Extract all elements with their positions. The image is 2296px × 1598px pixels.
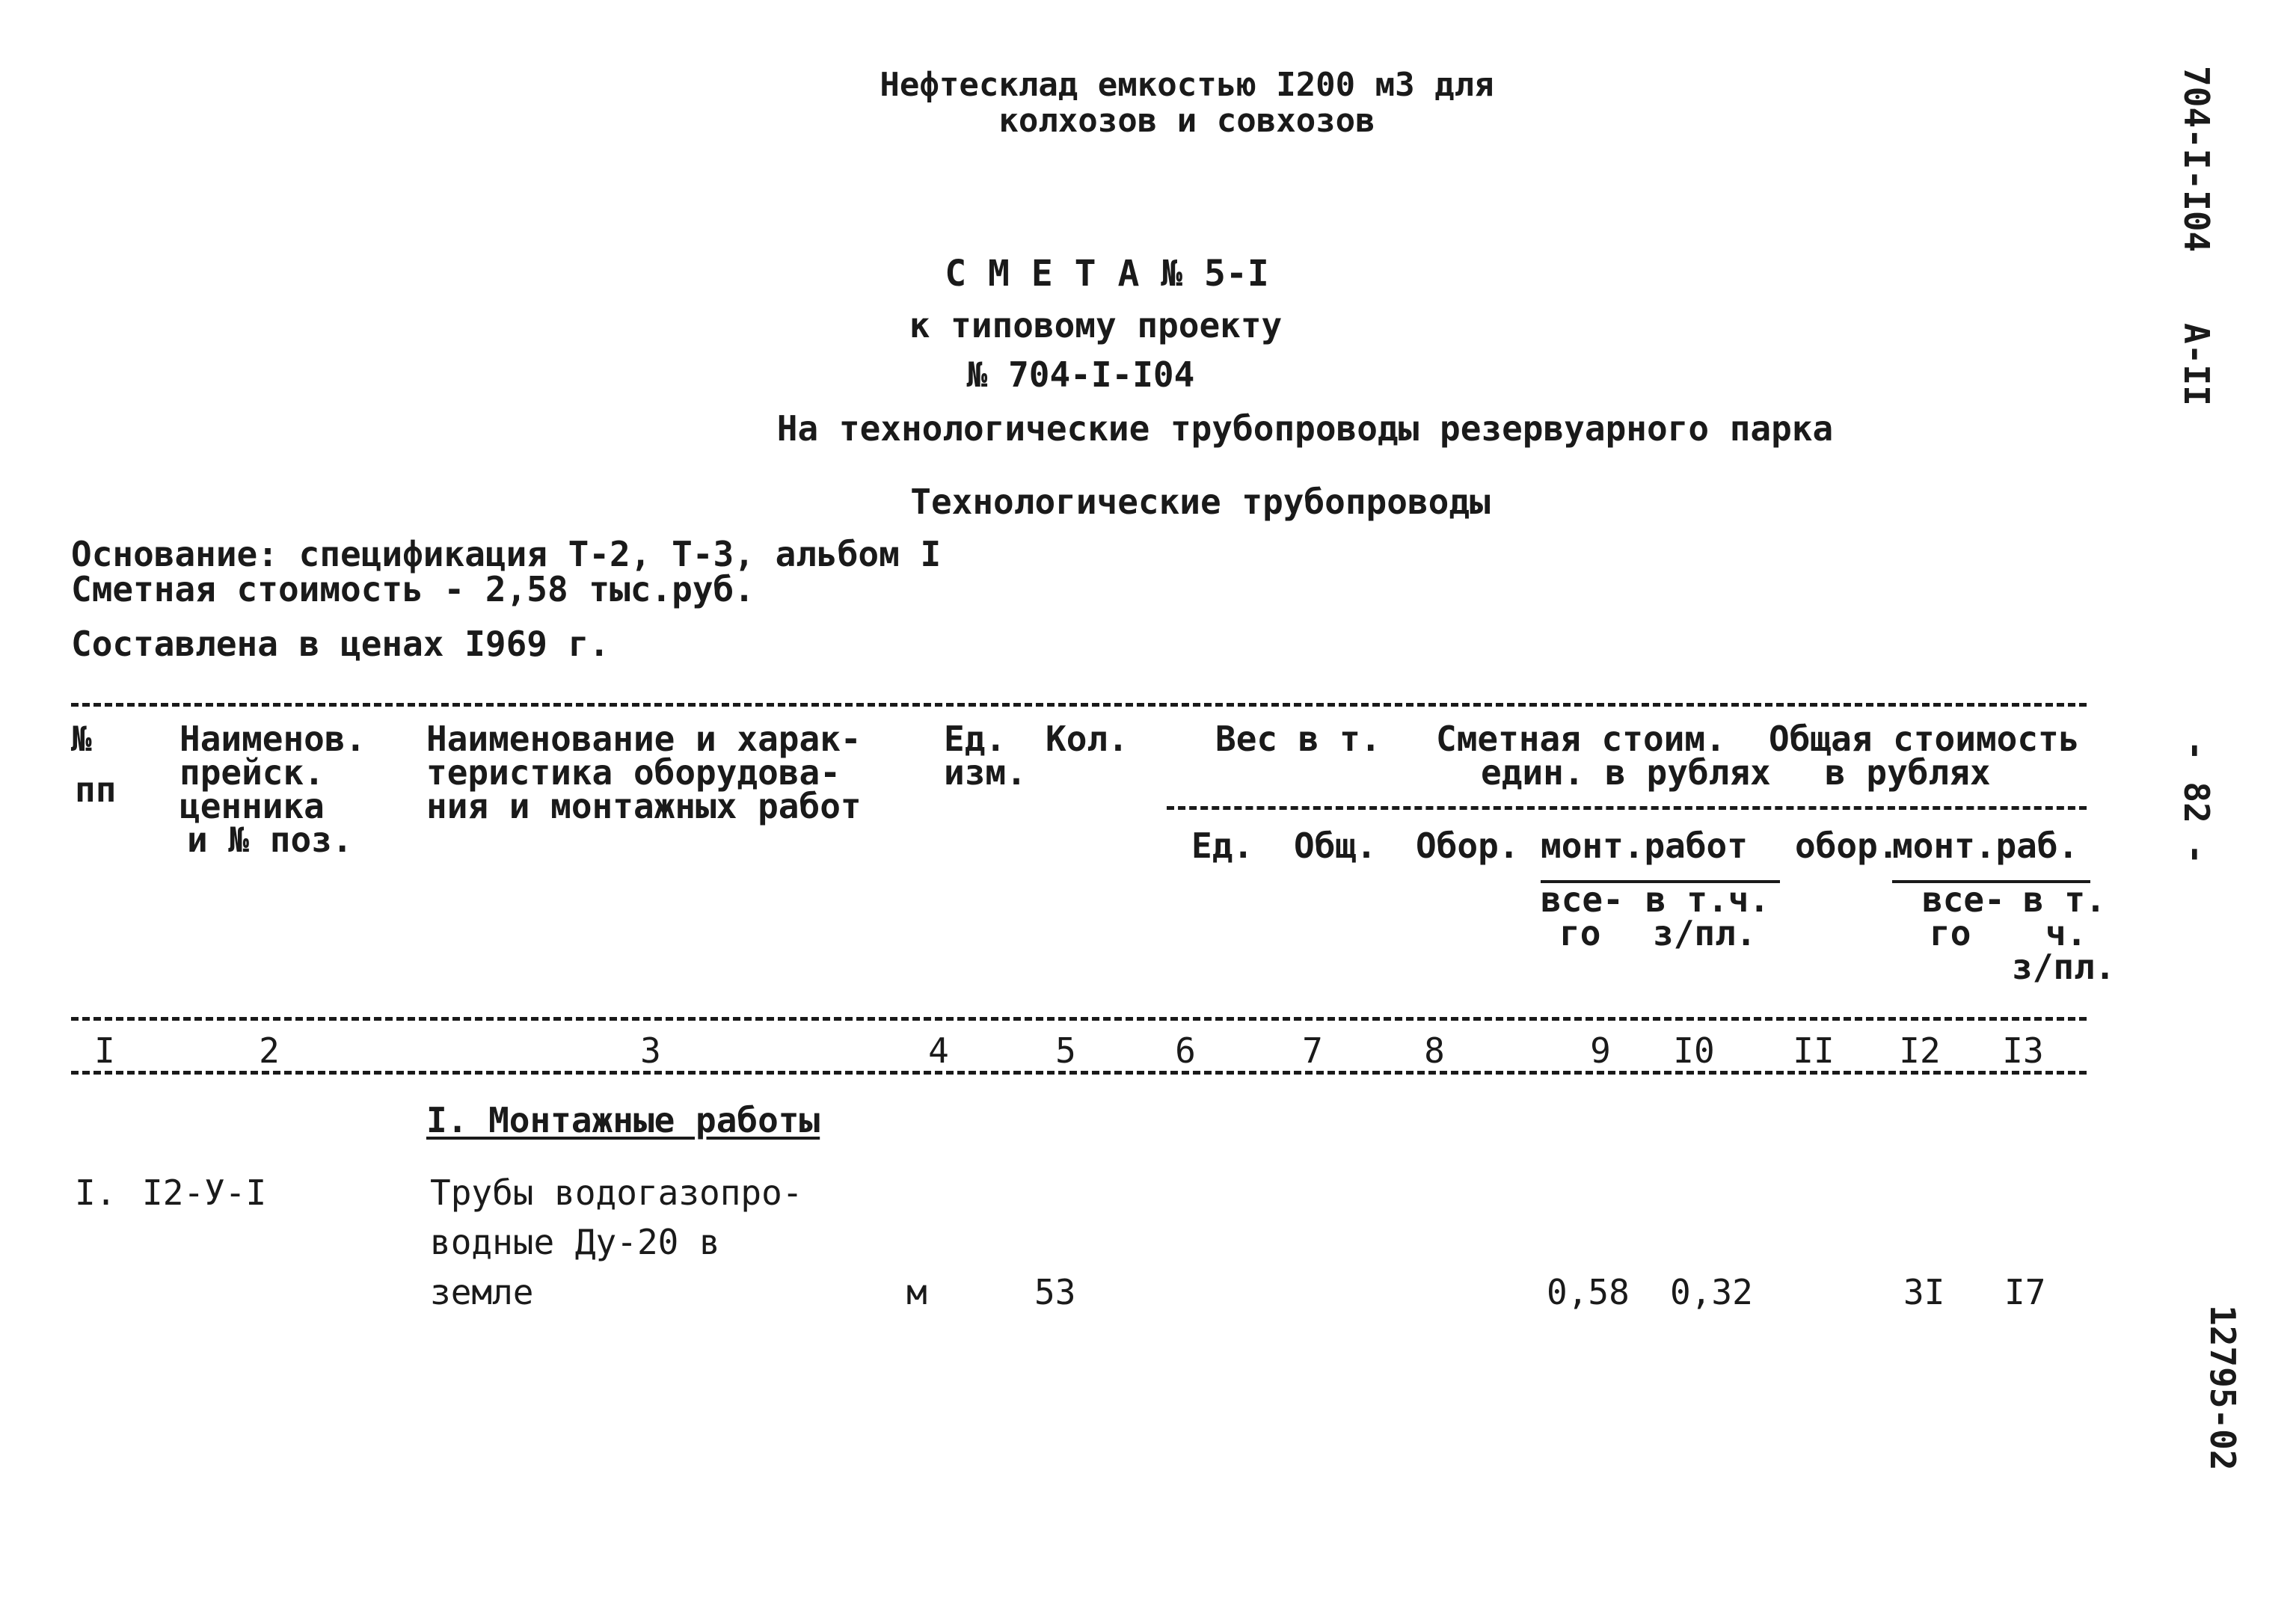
col-number: 3 [640, 1030, 661, 1071]
col-number: 6 [1175, 1030, 1196, 1071]
header-price-2: прейск. [179, 752, 325, 793]
smeta-title: С М Е Т А № 5-I [945, 253, 1269, 295]
header-price-4: и № поз. [187, 820, 353, 860]
col-number: II [1793, 1030, 1835, 1071]
margin-album: А-II [2176, 323, 2217, 406]
col-number: 5 [1055, 1030, 1076, 1071]
row-est-total: 0,58 [1547, 1272, 1630, 1312]
header-gen-total-2: го [1930, 913, 1971, 953]
row-qty: 53 [1034, 1272, 1076, 1312]
header-price-3: ценника [179, 786, 325, 826]
header-line1: Нефтесклад емкостью I200 м3 для [880, 66, 1494, 104]
header-name-1: Наименование и харак- [426, 719, 862, 759]
row-est-wages: 0,32 [1670, 1272, 1753, 1312]
margin-code: 704-I-I04 [2176, 66, 2217, 253]
header-gen-incl-2: ч. [2045, 913, 2087, 953]
colnum-underline [71, 1071, 2087, 1075]
header-weight-total: Общ. [1294, 826, 1377, 866]
row-name-3: земле [430, 1272, 534, 1312]
row-num: I. [75, 1173, 117, 1213]
header-name-2: теристика оборудова- [426, 752, 841, 793]
header-weight: Вес в т. [1215, 719, 1381, 759]
cost-line: Сметная стоимость - 2,58 тыс.руб. [71, 569, 755, 609]
col-number: I [94, 1030, 115, 1071]
col-number: I2 [1899, 1030, 1941, 1071]
header-est-2: един. в рублях [1481, 752, 1771, 793]
col-number: 7 [1302, 1030, 1323, 1071]
row-code: I2-У-I [142, 1173, 267, 1213]
col-number: 8 [1424, 1030, 1445, 1071]
header-unit-2: изм. [944, 752, 1027, 793]
header-line2: колхозов и совхозов [998, 102, 1375, 140]
header-gen-incl-3: з/пл. [2012, 947, 2116, 987]
header-price-1: Наименов. [179, 719, 366, 759]
header-est-total-2: го [1559, 913, 1601, 953]
header-est-incl-1: в т.ч. [1645, 879, 1770, 920]
table-top-rule [71, 703, 2087, 707]
header-sub-rule [1167, 806, 2087, 810]
header-gen-1: Общая стоимость [1769, 719, 2080, 759]
basis-line: Основание: спецификация Т-2, Т-3, альбом I [71, 534, 942, 574]
row-gen-wages: I7 [2004, 1272, 2046, 1312]
header-est-equip: Обор. [1416, 826, 1520, 866]
header-gen-total-1: все- [1922, 879, 2005, 920]
header-gen-incl-1: в т. [2023, 879, 2106, 920]
col-number: I3 [2002, 1030, 2044, 1071]
margin-page: - 82 - [2176, 740, 2217, 865]
row-name-1: Трубы водогазопро- [430, 1173, 803, 1213]
subject-title: На технологические трубопроводы резервуарного парка [776, 408, 1834, 449]
project-number: № 704-I-I04 [966, 354, 1195, 395]
row-gen-total: 3I [1903, 1272, 1945, 1312]
prices-line: Составлена в ценах I969 г. [71, 624, 610, 664]
margin-sheet: 12795-02 [2203, 1305, 2243, 1471]
section-heading: I. Монтажные работы [426, 1100, 820, 1140]
section-title: Технологические трубопроводы [910, 482, 1491, 522]
header-gen-equip: обор. [1795, 826, 1899, 866]
header-qty: Кол. [1046, 719, 1129, 759]
header-est-1: Сметная стоим. [1436, 719, 1726, 759]
row-name-2: водные Ду-20 в [430, 1222, 720, 1262]
header-gen-2: в рублях [1825, 752, 1991, 793]
header-est-mount: монт.работ [1541, 826, 1748, 866]
col-number: 2 [259, 1030, 280, 1071]
header-name-3: ния и монтажных работ [426, 786, 862, 826]
col-number: I0 [1673, 1030, 1715, 1071]
header-gen-mount: монт.раб. [1892, 826, 2079, 866]
header-weight-unit: Ед. [1191, 826, 1254, 866]
header-est-incl-2: з/пл. [1653, 913, 1757, 953]
header-bottom-rule [71, 1017, 2087, 1021]
to-project: к типовому проекту [909, 305, 1283, 345]
header-unit-1: Ед. [944, 719, 1007, 759]
col-number: 4 [928, 1030, 949, 1071]
col-number: 9 [1590, 1030, 1611, 1071]
row-unit: м [906, 1272, 927, 1312]
header-est-total-1: все- [1541, 879, 1624, 920]
header-num-pp: пп [75, 769, 117, 810]
header-num: № [71, 719, 92, 759]
